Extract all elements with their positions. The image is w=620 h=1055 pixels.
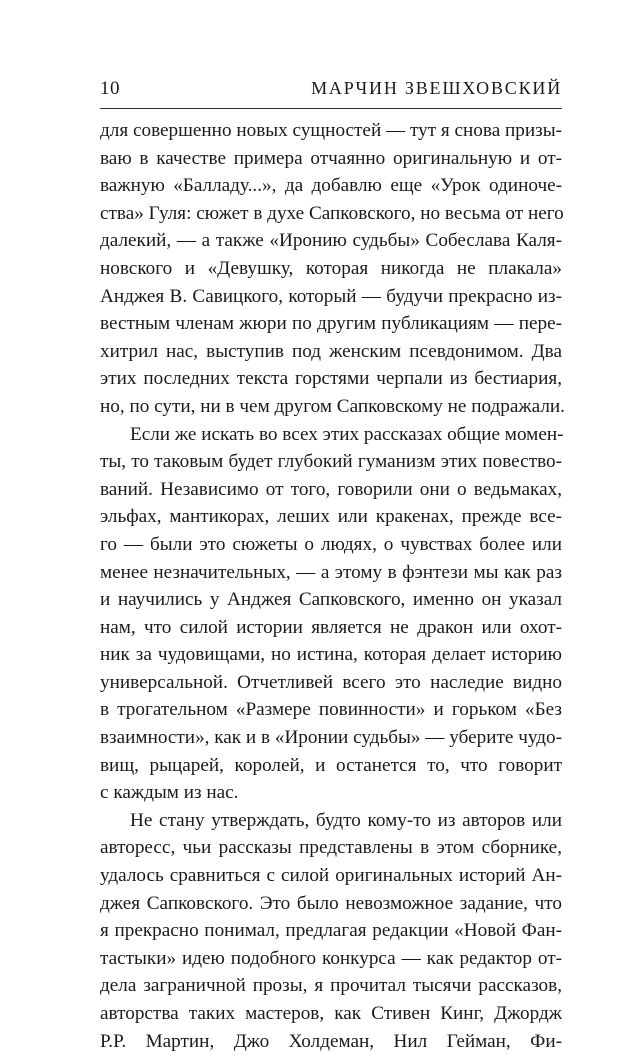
paragraph	[100, 421, 562, 807]
text-line: в трогательном «Размере повинности» и горьком «Без	[100, 699, 562, 721]
text-line: новского и «Девушку, которая никогда не плакала»	[100, 257, 562, 279]
text-line: взаимности», как и в «Иронии судьбы» — уберите чудо-	[100, 727, 562, 749]
text-line: но, по сути, ни в чем другом Сапковскому не подражали.	[100, 395, 565, 417]
text-line: удалось сравниться с силой оригинальных историй Ан-	[100, 865, 562, 887]
text-line: с каждым из нас.	[100, 782, 239, 804]
text-line: Не стану утверждать, будто кому-то из авторов или	[130, 809, 562, 831]
text-line: авторесс, чьи рассказы представлены в этом сборнике,	[100, 837, 562, 859]
text-line: менее незначительных, — а этому в фэнтези мы как раз	[100, 561, 562, 583]
text-line: эльфах, мантикорах, леших или кракенах, прежде все-	[100, 506, 562, 528]
text-line: ства» Гуля: сюжет в духе Сапковского, но весьма от него	[100, 202, 564, 224]
text-line: ты, то таковым будет глубокий гуманизм этих повество-	[100, 451, 562, 473]
text-line: авторства таких мастеров, как Стивен Кинг, Джордж	[100, 1003, 562, 1024]
text-line: ник за чудовищами, но истина, которая делает историю	[100, 644, 562, 666]
text-line: вищ, рыцарей, королей, и останется то, что говорит	[100, 754, 562, 776]
text-line: я прекрасно понимал, предлагая редакции «Новой Фан-	[100, 920, 562, 942]
text-line: нам, что силой истории является не дракон или охот-	[100, 616, 562, 638]
page-header	[100, 76, 562, 104]
paragraph	[100, 117, 565, 421]
paragraph	[100, 807, 562, 1055]
text-line: Р.Р. Мартин, Джо Холдеман, Нил Гейман, Фи-	[100, 1030, 562, 1052]
header-rule	[100, 108, 562, 109]
body-text	[100, 117, 565, 1055]
text-line: хитрил нас, выступив под женским псевдонимом. Два	[100, 340, 562, 362]
text-line: го — были это сюжеты о людях, о чувствах более или	[100, 533, 562, 555]
text-line: дела заграничной прозы, я прочитал тысячи рассказов,	[100, 975, 562, 997]
text-line: ваний. Независимо от того, говорили они о ведьмаках,	[100, 478, 562, 500]
text-line: и научились у Анджея Сапковского, именно он указал	[100, 589, 562, 611]
text-line: джея Сапковского. Это было невозможное задание, что	[100, 892, 562, 914]
text-line: важную «Балладу...», да добавлю еще «Урок одиноче-	[100, 175, 562, 197]
text-line: универсальной. Отчетливей всего это наследие видно	[100, 671, 562, 693]
text-line: тастыки» идею подобного конкурса — как редактор от-	[100, 947, 562, 969]
text-line: далекий, — а также «Иронию судьбы» Собеслава Каля-	[100, 230, 562, 252]
text-line: для совершенно новых сущностей — тут я снова призы-	[100, 120, 563, 141]
text-line: Если же искать во всех этих рассказах общие момен-	[130, 423, 564, 445]
text-line: вестным членам жюри по другим публикациям — пере-	[100, 313, 562, 335]
text-line: Анджея В. Савицкого, который — будучи прекрасно из-	[100, 285, 562, 307]
text-line: этих последних текста горстями черпали из бестиария,	[100, 368, 562, 390]
page-number: 10	[100, 78, 120, 99]
running-head: МАРЧИН ЗВЕШХОВСКИЙ	[311, 78, 562, 98]
text-line: ваю в качестве примера отчаянно оригинальную и от-	[100, 147, 562, 169]
